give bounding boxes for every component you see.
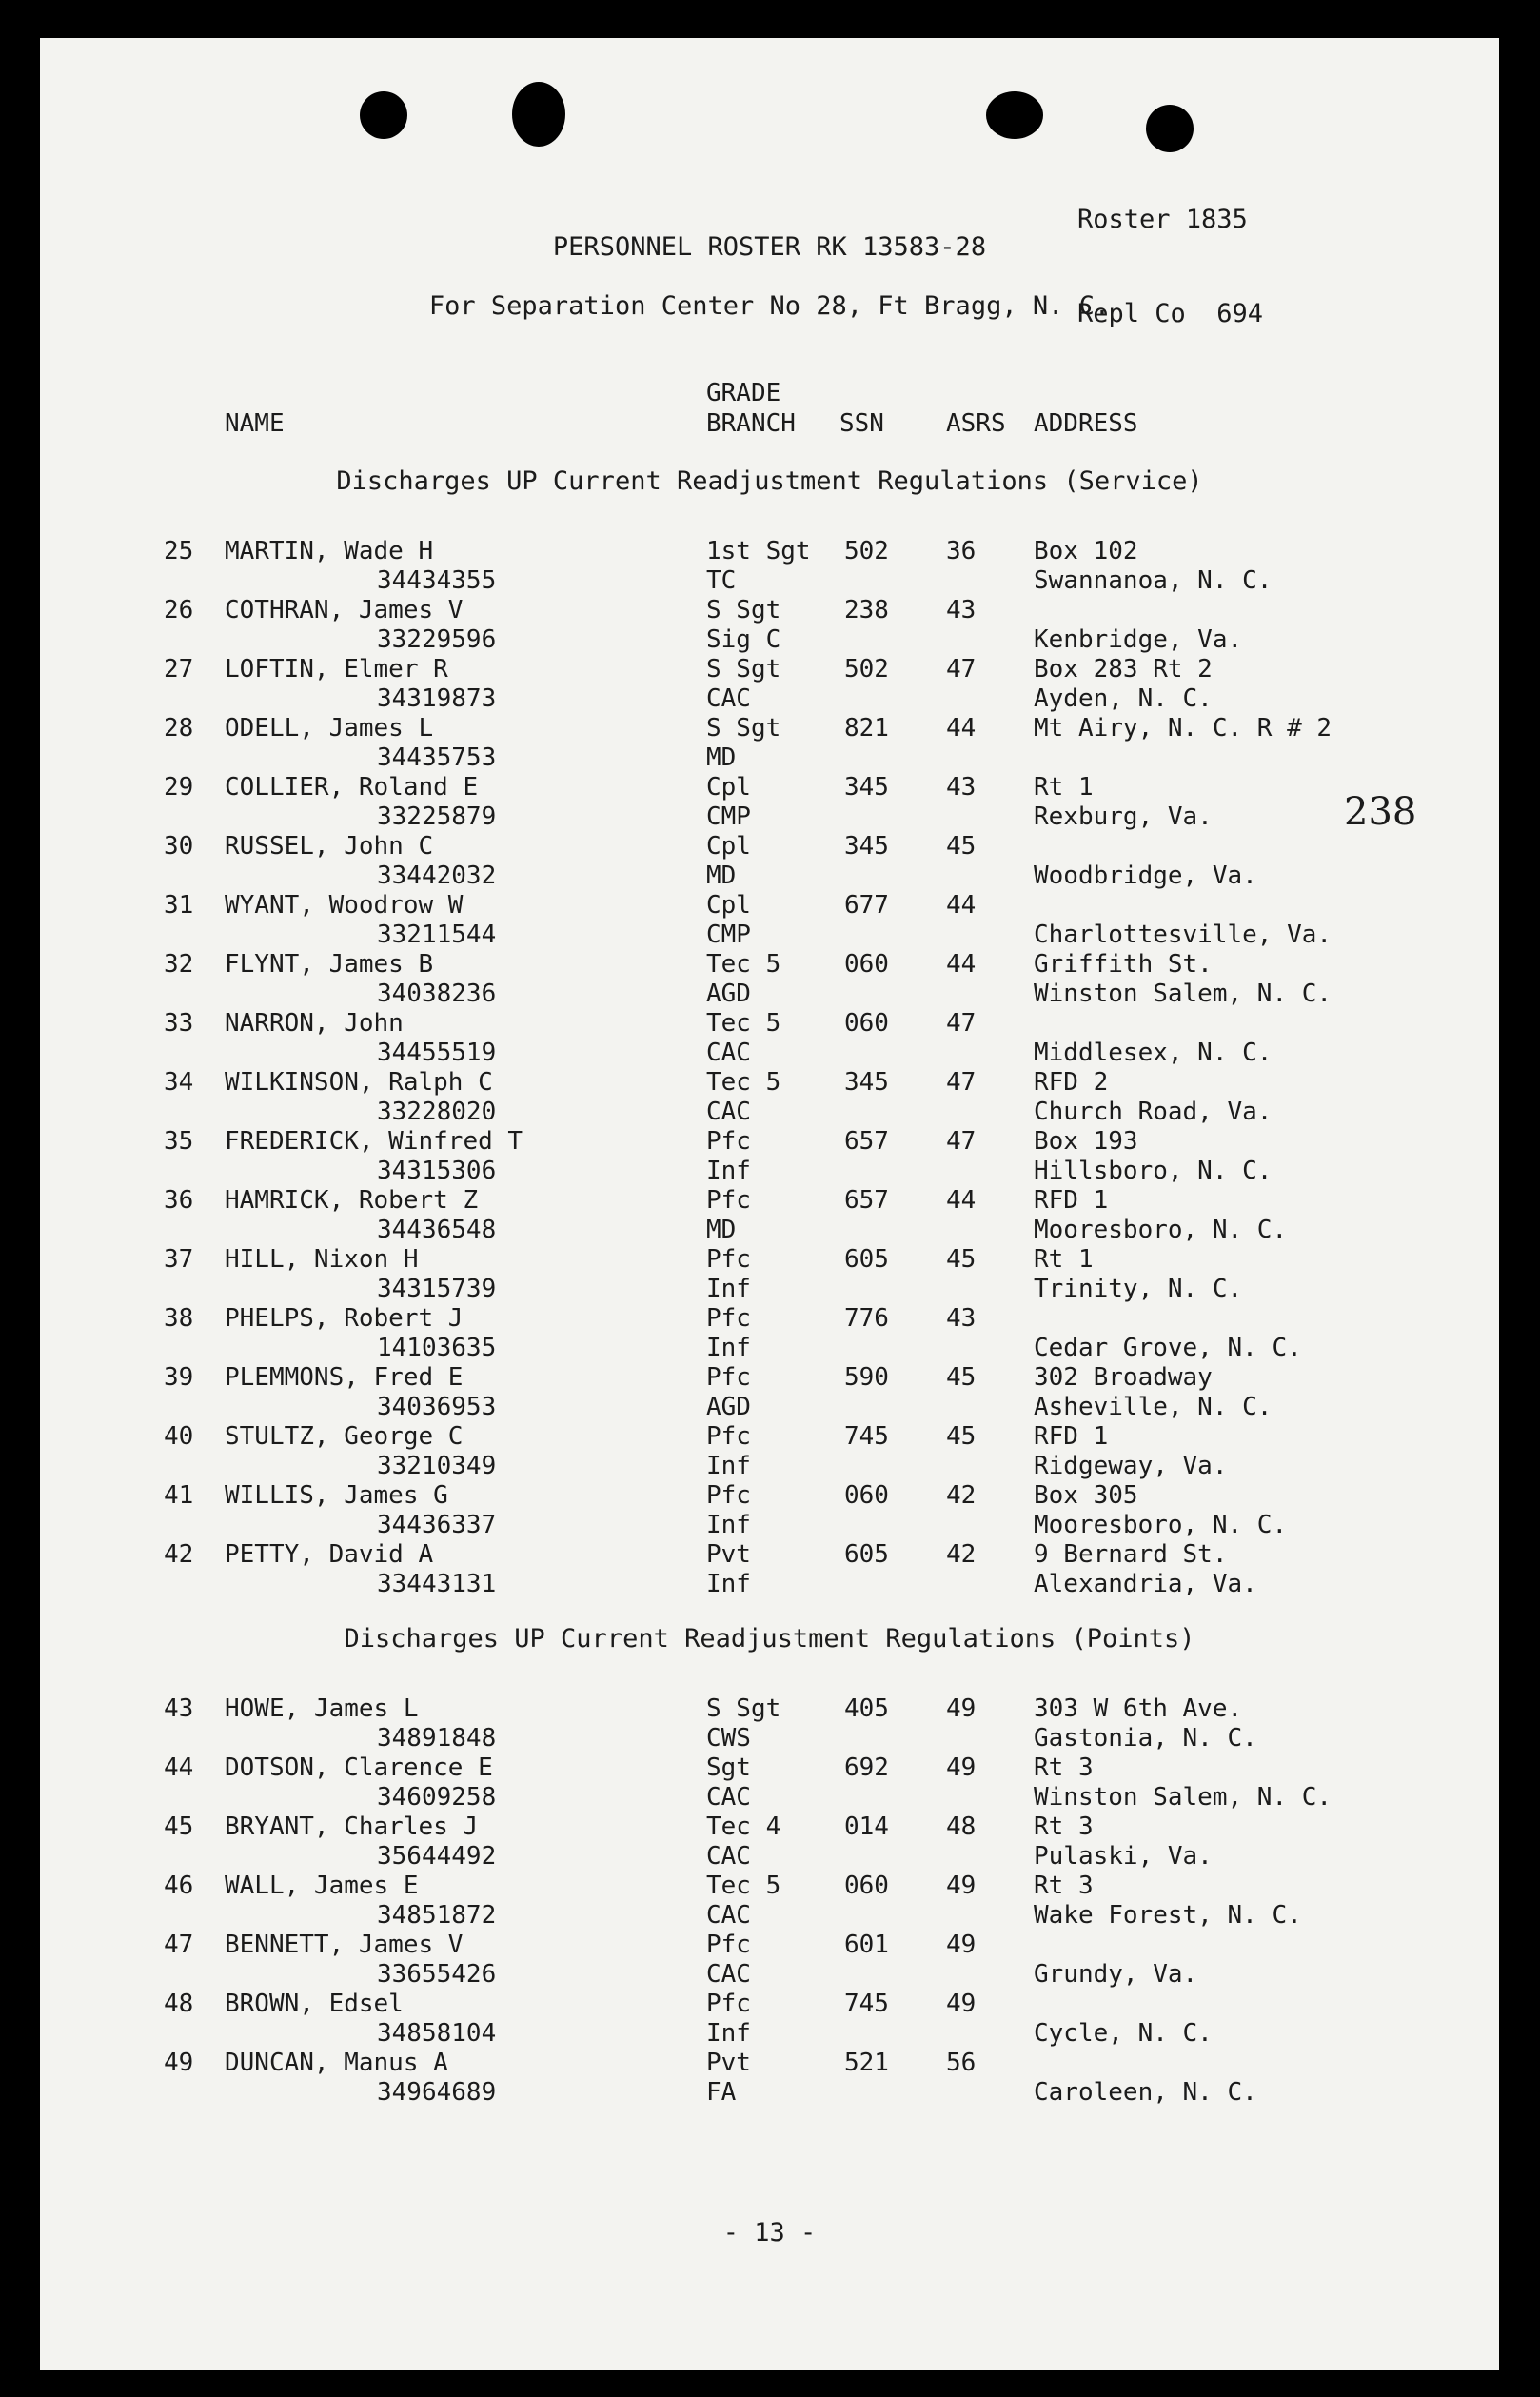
entry-asrs: 49 bbox=[946, 1694, 977, 1723]
entry-branch: CAC bbox=[706, 1842, 751, 1871]
entry-address-line-2: Ayden, N. C. bbox=[1034, 684, 1213, 713]
entry-ssn: 060 bbox=[844, 1009, 889, 1038]
entry-branch: AGD bbox=[706, 1393, 751, 1421]
entry-name: MARTIN, Wade H bbox=[225, 537, 434, 565]
entry-number: 47 bbox=[164, 1931, 194, 1959]
entry-asrs: 49 bbox=[946, 1872, 977, 1900]
entry-ssn: 745 bbox=[844, 1422, 889, 1451]
entry-asrs: 43 bbox=[946, 773, 977, 802]
entry-asrs: 43 bbox=[946, 596, 977, 624]
entry-grade: Tec 5 bbox=[706, 1872, 781, 1900]
entry-serial-number: 33210349 bbox=[377, 1452, 497, 1480]
entry-serial-number: 34319873 bbox=[377, 684, 497, 713]
entry-name: FLYNT, James B bbox=[225, 950, 434, 979]
entry-asrs: 44 bbox=[946, 1186, 977, 1215]
entry-grade: Pfc bbox=[706, 1127, 751, 1156]
roster-entry bbox=[40, 655, 1499, 714]
entry-number: 42 bbox=[164, 1540, 194, 1569]
entry-branch: Inf bbox=[706, 2019, 751, 2048]
entry-asrs: 47 bbox=[946, 1009, 977, 1038]
entry-address-line-1: RFD 1 bbox=[1034, 1186, 1109, 1215]
entry-name: BROWN, Edsel bbox=[225, 1990, 404, 2018]
entry-serial-number: 34436548 bbox=[377, 1216, 497, 1244]
entry-serial-number: 33229596 bbox=[377, 625, 497, 654]
entry-asrs: 47 bbox=[946, 1127, 977, 1156]
entry-address-line-2: Trinity, N. C. bbox=[1034, 1275, 1243, 1303]
entry-branch: CAC bbox=[706, 1098, 751, 1126]
entry-asrs: 36 bbox=[946, 537, 977, 565]
entry-asrs: 42 bbox=[946, 1481, 977, 1510]
entry-branch: CMP bbox=[706, 802, 751, 831]
roster-entry bbox=[40, 1009, 1499, 1068]
roster-entry bbox=[40, 1186, 1499, 1245]
entry-ssn: 692 bbox=[844, 1753, 889, 1782]
entry-ssn: 776 bbox=[844, 1304, 889, 1333]
entry-serial-number: 34036953 bbox=[377, 1393, 497, 1421]
repl-co: Repl Co 694 bbox=[1077, 299, 1264, 328]
entry-name: HAMRICK, Robert Z bbox=[225, 1186, 479, 1215]
entry-address-line-2: Wake Forest, N. C. bbox=[1034, 1901, 1302, 1930]
entry-ssn: 605 bbox=[844, 1540, 889, 1569]
punch-hole-2 bbox=[512, 82, 565, 147]
entry-ssn: 502 bbox=[844, 537, 889, 565]
entry-grade: Tec 5 bbox=[706, 950, 781, 979]
entry-grade: Tec 5 bbox=[706, 1068, 781, 1097]
header-branch: BRANCH bbox=[706, 409, 796, 438]
margin-annotation: 238 bbox=[1344, 790, 1417, 834]
entry-address-line-2: Ridgeway, Va. bbox=[1034, 1452, 1228, 1480]
entry-grade: Sgt bbox=[706, 1753, 751, 1782]
entry-number: 48 bbox=[164, 1990, 194, 2018]
entry-ssn: 014 bbox=[844, 1813, 889, 1841]
entry-address-line-2: Hillsboro, N. C. bbox=[1034, 1157, 1273, 1185]
entry-asrs: 48 bbox=[946, 1813, 977, 1841]
entry-name: WYANT, Woodrow W bbox=[225, 891, 464, 920]
entry-ssn: 657 bbox=[844, 1186, 889, 1215]
entry-address-line-1: RFD 2 bbox=[1034, 1068, 1109, 1097]
entry-grade: Pfc bbox=[706, 1245, 751, 1274]
entry-number: 33 bbox=[164, 1009, 194, 1038]
entry-serial-number: 34038236 bbox=[377, 980, 497, 1008]
entry-branch: Inf bbox=[706, 1275, 751, 1303]
entry-address-line-2: Asheville, N. C. bbox=[1034, 1393, 1273, 1421]
entry-serial-number: 34455519 bbox=[377, 1039, 497, 1067]
entry-grade: S Sgt bbox=[706, 655, 781, 683]
entry-name: WALL, James E bbox=[225, 1872, 419, 1900]
entry-branch: MD bbox=[706, 1216, 737, 1244]
entry-asrs: 45 bbox=[946, 1363, 977, 1392]
roster-entry bbox=[40, 950, 1499, 1009]
entry-number: 38 bbox=[164, 1304, 194, 1333]
entry-address-line-2: Gastonia, N. C. bbox=[1034, 1724, 1257, 1753]
entry-grade: S Sgt bbox=[706, 714, 781, 743]
entry-branch: CWS bbox=[706, 1724, 751, 1753]
entry-asrs: 45 bbox=[946, 832, 977, 861]
entry-asrs: 56 bbox=[946, 2049, 977, 2077]
entry-number: 37 bbox=[164, 1245, 194, 1274]
entry-branch: MD bbox=[706, 862, 737, 890]
roster-entry bbox=[40, 1127, 1499, 1186]
entry-grade: Pfc bbox=[706, 1931, 751, 1959]
entry-grade: S Sgt bbox=[706, 1694, 781, 1723]
entry-name: DUNCAN, Manus A bbox=[225, 2049, 448, 2077]
entry-serial-number: 33228020 bbox=[377, 1098, 497, 1126]
entry-branch: CAC bbox=[706, 1783, 751, 1812]
entry-grade: Pvt bbox=[706, 1540, 751, 1569]
entry-serial-number: 34851872 bbox=[377, 1901, 497, 1930]
entry-number: 44 bbox=[164, 1753, 194, 1782]
entry-ssn: 502 bbox=[844, 655, 889, 683]
entry-asrs: 47 bbox=[946, 1068, 977, 1097]
entry-serial-number: 34858104 bbox=[377, 2019, 497, 2048]
entry-address-line-1: 9 Bernard St. bbox=[1034, 1540, 1228, 1569]
header-name: NAME bbox=[225, 409, 285, 438]
entry-asrs: 44 bbox=[946, 950, 977, 979]
page-subtitle: For Separation Center No 28, Ft Bragg, N. C. bbox=[428, 291, 1111, 321]
entry-ssn: 345 bbox=[844, 773, 889, 802]
roster-entry bbox=[40, 1540, 1499, 1599]
entry-ssn: 238 bbox=[844, 596, 889, 624]
entry-address-line-1: Rt 3 bbox=[1034, 1753, 1094, 1782]
entry-ssn: 821 bbox=[844, 714, 889, 743]
entry-address-line-1: Rt 3 bbox=[1034, 1813, 1094, 1841]
entry-ssn: 405 bbox=[844, 1694, 889, 1723]
entry-branch: CAC bbox=[706, 684, 751, 713]
entry-grade: Pfc bbox=[706, 1186, 751, 1215]
entry-ssn: 060 bbox=[844, 1481, 889, 1510]
entry-asrs: 45 bbox=[946, 1245, 977, 1274]
entry-serial-number: 33225879 bbox=[377, 802, 497, 831]
entry-grade: Cpl bbox=[706, 891, 751, 920]
entry-number: 46 bbox=[164, 1872, 194, 1900]
entry-branch: Inf bbox=[706, 1157, 751, 1185]
entry-name: HILL, Nixon H bbox=[225, 1245, 419, 1274]
entry-ssn: 521 bbox=[844, 2049, 889, 2077]
entry-number: 29 bbox=[164, 773, 194, 802]
entry-grade: Cpl bbox=[706, 773, 751, 802]
entry-address-line-2: Winston Salem, N. C. bbox=[1034, 1783, 1333, 1812]
page-title: PERSONNEL ROSTER RK 13583-28 bbox=[552, 232, 987, 262]
roster-entry bbox=[40, 714, 1499, 773]
entry-address-line-1: Box 102 bbox=[1034, 537, 1138, 565]
entry-ssn: 745 bbox=[844, 1990, 889, 2018]
entry-number: 36 bbox=[164, 1186, 194, 1215]
roster-entry bbox=[40, 1304, 1499, 1363]
roster-reference bbox=[1077, 141, 1263, 392]
entry-branch: CAC bbox=[706, 1960, 751, 1989]
roster-entry bbox=[40, 1422, 1499, 1481]
entry-branch: MD bbox=[706, 743, 737, 772]
entry-branch: Sig C bbox=[706, 625, 781, 654]
entry-number: 49 bbox=[164, 2049, 194, 2077]
entry-grade: Pfc bbox=[706, 1422, 751, 1451]
entry-serial-number: 34436337 bbox=[377, 1511, 497, 1539]
roster-entry bbox=[40, 1245, 1499, 1304]
entry-number: 30 bbox=[164, 832, 194, 861]
section-heading-points: Discharges UP Current Readjustment Regulations (Points) bbox=[344, 1624, 1195, 1654]
entry-address-line-2: Charlottesville, Va. bbox=[1034, 921, 1333, 949]
entry-asrs: 47 bbox=[946, 655, 977, 683]
entry-name: BENNETT, James V bbox=[225, 1931, 464, 1959]
entry-serial-number: 33211544 bbox=[377, 921, 497, 949]
entry-asrs: 49 bbox=[946, 1753, 977, 1782]
entry-address-line-2: Kenbridge, Va. bbox=[1034, 625, 1243, 654]
entry-name: PETTY, David A bbox=[225, 1540, 434, 1569]
entry-ssn: 601 bbox=[844, 1931, 889, 1959]
entry-address-line-1: Mt Airy, N. C. R # 2 bbox=[1034, 714, 1333, 743]
entry-name: NARRON, John bbox=[225, 1009, 404, 1038]
entry-number: 26 bbox=[164, 596, 194, 624]
header-address: ADDRESS bbox=[1034, 409, 1138, 438]
entry-address-line-1: Rt 1 bbox=[1034, 773, 1094, 802]
entry-grade: Pfc bbox=[706, 1363, 751, 1392]
roster-entry bbox=[40, 1481, 1499, 1540]
entry-number: 34 bbox=[164, 1068, 194, 1097]
entry-name: LOFTIN, Elmer R bbox=[225, 655, 448, 683]
roster-entry bbox=[40, 1872, 1499, 1931]
entry-grade: Pfc bbox=[706, 1990, 751, 2018]
entry-ssn: 605 bbox=[844, 1245, 889, 1274]
entry-serial-number: 34964689 bbox=[377, 2078, 497, 2107]
entry-address-line-2: Mooresboro, N. C. bbox=[1034, 1216, 1288, 1244]
entry-name: PHELPS, Robert J bbox=[225, 1304, 464, 1333]
entry-branch: CAC bbox=[706, 1901, 751, 1930]
roster-entry bbox=[40, 1813, 1499, 1872]
roster-entry bbox=[40, 2049, 1499, 2108]
entry-branch: FA bbox=[706, 2078, 737, 2107]
entry-name: COLLIER, Roland E bbox=[225, 773, 479, 802]
entry-address-line-2: Cycle, N. C. bbox=[1034, 2019, 1213, 2048]
entry-serial-number: 34315739 bbox=[377, 1275, 497, 1303]
roster-entry bbox=[40, 1068, 1499, 1127]
entry-branch: Inf bbox=[706, 1570, 751, 1598]
entry-address-line-2: Pulaski, Va. bbox=[1034, 1842, 1213, 1871]
entry-name: BRYANT, Charles J bbox=[225, 1813, 479, 1841]
entry-number: 45 bbox=[164, 1813, 194, 1841]
page-number: - 13 - bbox=[722, 2218, 817, 2248]
roster-entry bbox=[40, 832, 1499, 891]
roster-entry bbox=[40, 1694, 1499, 1753]
roster-entry bbox=[40, 1990, 1499, 2049]
roster-number: Roster 1835 bbox=[1077, 205, 1248, 234]
entry-serial-number: 34891848 bbox=[377, 1724, 497, 1753]
entry-grade: Tec 4 bbox=[706, 1813, 781, 1841]
punch-hole-3 bbox=[986, 91, 1043, 139]
roster-entry bbox=[40, 891, 1499, 950]
roster-entry bbox=[40, 773, 1499, 832]
entry-name: WILLIS, James G bbox=[225, 1481, 448, 1510]
entry-name: RUSSEL, John C bbox=[225, 832, 434, 861]
entry-number: 25 bbox=[164, 537, 194, 565]
entry-number: 32 bbox=[164, 950, 194, 979]
entry-name: HOWE, James L bbox=[225, 1694, 419, 1723]
entry-branch: CMP bbox=[706, 921, 751, 949]
entry-address-line-1: RFD 1 bbox=[1034, 1422, 1109, 1451]
header-grade: GRADE bbox=[706, 379, 781, 407]
entry-address-line-1: Rt 1 bbox=[1034, 1245, 1094, 1274]
entry-number: 43 bbox=[164, 1694, 194, 1723]
entry-ssn: 677 bbox=[844, 891, 889, 920]
entry-ssn: 345 bbox=[844, 1068, 889, 1097]
entry-serial-number: 34435753 bbox=[377, 743, 497, 772]
entry-address-line-2: Middlesex, N. C. bbox=[1034, 1039, 1273, 1067]
entry-name: FREDERICK, Winfred T bbox=[225, 1127, 523, 1156]
entry-grade: Cpl bbox=[706, 832, 751, 861]
entry-branch: TC bbox=[706, 566, 737, 595]
entry-serial-number: 33442032 bbox=[377, 862, 497, 890]
entry-serial-number: 33655426 bbox=[377, 1960, 497, 1989]
entry-address-line-1: Rt 3 bbox=[1034, 1872, 1094, 1900]
entry-address-line-2: Swannanoa, N. C. bbox=[1034, 566, 1273, 595]
entry-grade: Tec 5 bbox=[706, 1009, 781, 1038]
entry-ssn: 345 bbox=[844, 832, 889, 861]
entry-asrs: 42 bbox=[946, 1540, 977, 1569]
roster-page bbox=[40, 38, 1499, 2370]
entry-branch: CAC bbox=[706, 1039, 751, 1067]
entry-address-line-1: Box 305 bbox=[1034, 1481, 1138, 1510]
entry-grade: Pfc bbox=[706, 1304, 751, 1333]
entry-ssn: 060 bbox=[844, 1872, 889, 1900]
entry-grade: 1st Sgt bbox=[706, 537, 811, 565]
entry-address-line-2: Caroleen, N. C. bbox=[1034, 2078, 1257, 2107]
entry-serial-number: 34434355 bbox=[377, 566, 497, 595]
entry-asrs: 49 bbox=[946, 1990, 977, 2018]
roster-entry bbox=[40, 596, 1499, 655]
entry-serial-number: 34609258 bbox=[377, 1783, 497, 1812]
entry-serial-number: 14103635 bbox=[377, 1334, 497, 1362]
entry-address-line-2: Rexburg, Va. bbox=[1034, 802, 1213, 831]
entry-name: WILKINSON, Ralph C bbox=[225, 1068, 493, 1097]
entry-number: 31 bbox=[164, 891, 194, 920]
entry-ssn: 060 bbox=[844, 950, 889, 979]
entry-name: DOTSON, Clarence E bbox=[225, 1753, 493, 1782]
entry-address-line-2: Winston Salem, N. C. bbox=[1034, 980, 1333, 1008]
roster-entry bbox=[40, 1931, 1499, 1990]
entry-number: 41 bbox=[164, 1481, 194, 1510]
entry-branch: Inf bbox=[706, 1511, 751, 1539]
entry-serial-number: 35644492 bbox=[377, 1842, 497, 1871]
entry-name: STULTZ, George C bbox=[225, 1422, 464, 1451]
entry-number: 27 bbox=[164, 655, 194, 683]
roster-entry bbox=[40, 537, 1499, 596]
entry-address-line-2: Mooresboro, N. C. bbox=[1034, 1511, 1288, 1539]
entry-address-line-1: Box 283 Rt 2 bbox=[1034, 655, 1213, 683]
roster-entry bbox=[40, 1753, 1499, 1813]
entry-asrs: 44 bbox=[946, 714, 977, 743]
entry-serial-number: 34315306 bbox=[377, 1157, 497, 1185]
entry-asrs: 45 bbox=[946, 1422, 977, 1451]
entry-grade: Pvt bbox=[706, 2049, 751, 2077]
entry-address-line-1: Box 193 bbox=[1034, 1127, 1138, 1156]
entry-asrs: 49 bbox=[946, 1931, 977, 1959]
roster-entry bbox=[40, 1363, 1499, 1422]
header-asrs: ASRS bbox=[946, 409, 1006, 438]
entry-address-line-1: 302 Broadway bbox=[1034, 1363, 1213, 1392]
entry-ssn: 590 bbox=[844, 1363, 889, 1392]
entry-name: PLEMMONS, Fred E bbox=[225, 1363, 464, 1392]
entry-number: 40 bbox=[164, 1422, 194, 1451]
entry-address-line-1: Griffith St. bbox=[1034, 950, 1213, 979]
entry-asrs: 44 bbox=[946, 891, 977, 920]
entry-asrs: 43 bbox=[946, 1304, 977, 1333]
entry-address-line-2: Woodbridge, Va. bbox=[1034, 862, 1257, 890]
entry-name: ODELL, James L bbox=[225, 714, 434, 743]
entry-address-line-2: Cedar Grove, N. C. bbox=[1034, 1334, 1302, 1362]
punch-hole-1 bbox=[360, 91, 407, 139]
header-ssn: SSN bbox=[839, 409, 884, 438]
entry-number: 39 bbox=[164, 1363, 194, 1392]
entry-address-line-2: Church Road, Va. bbox=[1034, 1098, 1273, 1126]
entry-grade: Pfc bbox=[706, 1481, 751, 1510]
entry-number: 35 bbox=[164, 1127, 194, 1156]
entry-number: 28 bbox=[164, 714, 194, 743]
entry-name: COTHRAN, James V bbox=[225, 596, 464, 624]
entry-address-line-2: Alexandria, Va. bbox=[1034, 1570, 1257, 1598]
entry-branch: Inf bbox=[706, 1334, 751, 1362]
section-heading-service: Discharges UP Current Readjustment Regulations (Service) bbox=[336, 466, 1203, 496]
entry-address-line-2: Grundy, Va. bbox=[1034, 1960, 1198, 1989]
entry-grade: S Sgt bbox=[706, 596, 781, 624]
entry-serial-number: 33443131 bbox=[377, 1570, 497, 1598]
entry-branch: Inf bbox=[706, 1452, 751, 1480]
entry-address-line-1: 303 W 6th Ave. bbox=[1034, 1694, 1243, 1723]
entry-ssn: 657 bbox=[844, 1127, 889, 1156]
entry-branch: AGD bbox=[706, 980, 751, 1008]
